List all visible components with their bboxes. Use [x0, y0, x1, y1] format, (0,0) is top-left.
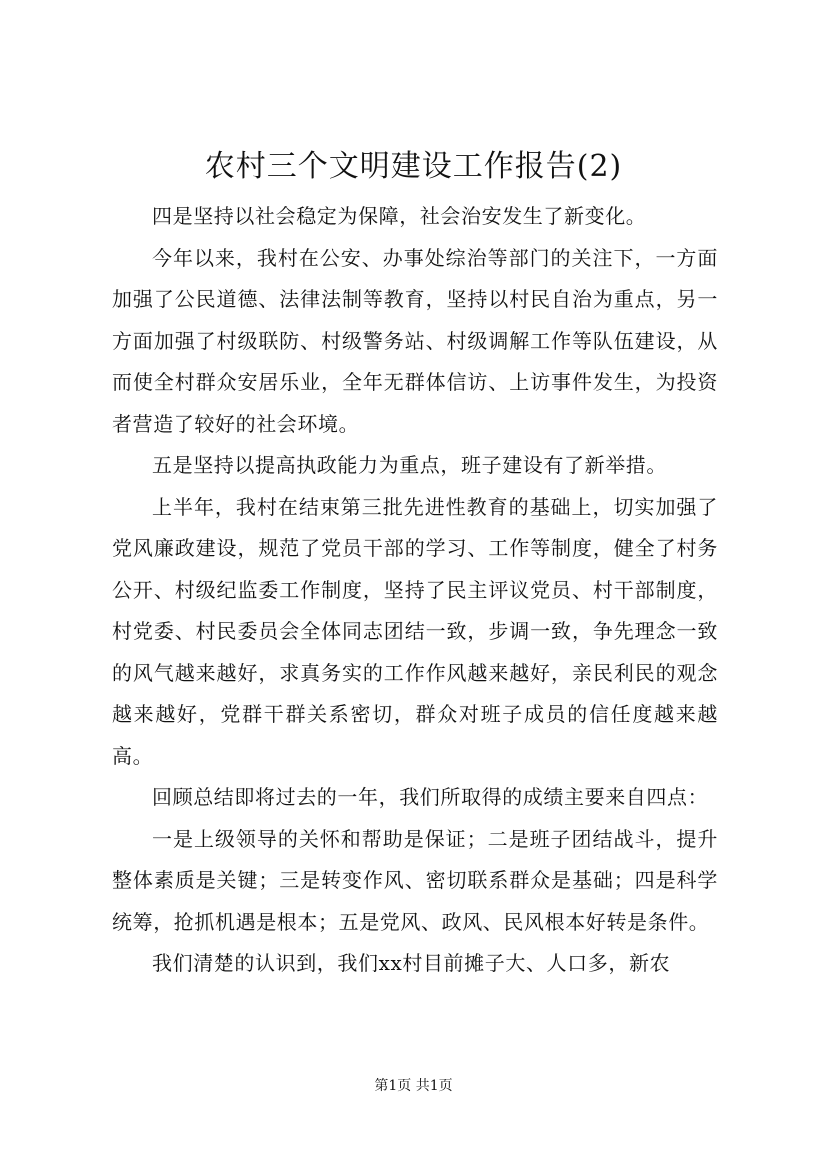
paragraph: 今年以来，我村在公安、办事处综治等部门的关注下，一方面加强了公民道德、法律法制等教育，坚持以村民自治为重点，另一方面加强了村级联防、村级警务站、村级调解工作等队伍建设，从而使全村群众安居乐业，全年无群体信访、上访事件发生，为投资者营造了较好的社会环境。	[112, 245, 718, 436]
document-title: 农村三个文明建设工作报告(2)	[204, 149, 623, 184]
paragraph: 四是坚持以社会稳定为保障，社会治安发生了新变化。	[152, 204, 647, 228]
paragraph: 一是上级领导的关怀和帮助是保证；二是班子团结战斗，提升整体素质是关键；三是转变作风、密切联系群众是基础；四是科学统筹，抢抓机遇是根本；五是党风、政风、民风根本好转是条件。	[112, 826, 718, 934]
page-footer: 第1页 共1页	[374, 1078, 453, 1094]
paragraph: 五是坚持以提高执政能力为重点，班子建设有了新举措。	[152, 453, 667, 477]
paragraph: 我们清楚的认识到，我们xx村目前摊子大、人口多，新农	[152, 951, 671, 975]
paragraph: 回顾总结即将过去的一年，我们所取得的成绩主要来自四点：	[152, 785, 709, 809]
paragraph: 上半年，我村在结束第三批先进性教育的基础上，切实加强了党风廉政建设，规范了党员干部的学习、工作等制度，健全了村务公开、村级纪监委工作制度，坚持了民主评议党员、村干部制度，村党委、村民委员会全体同志团结一致，步调一致，争先理念一致的风气越来越好，求真务实的工作作风越来越好，亲民利民的观念越来越好，党群干群关系密切，群众对班子成员的信任度越来越高。	[112, 494, 718, 768]
document-body	[112, 196, 718, 985]
